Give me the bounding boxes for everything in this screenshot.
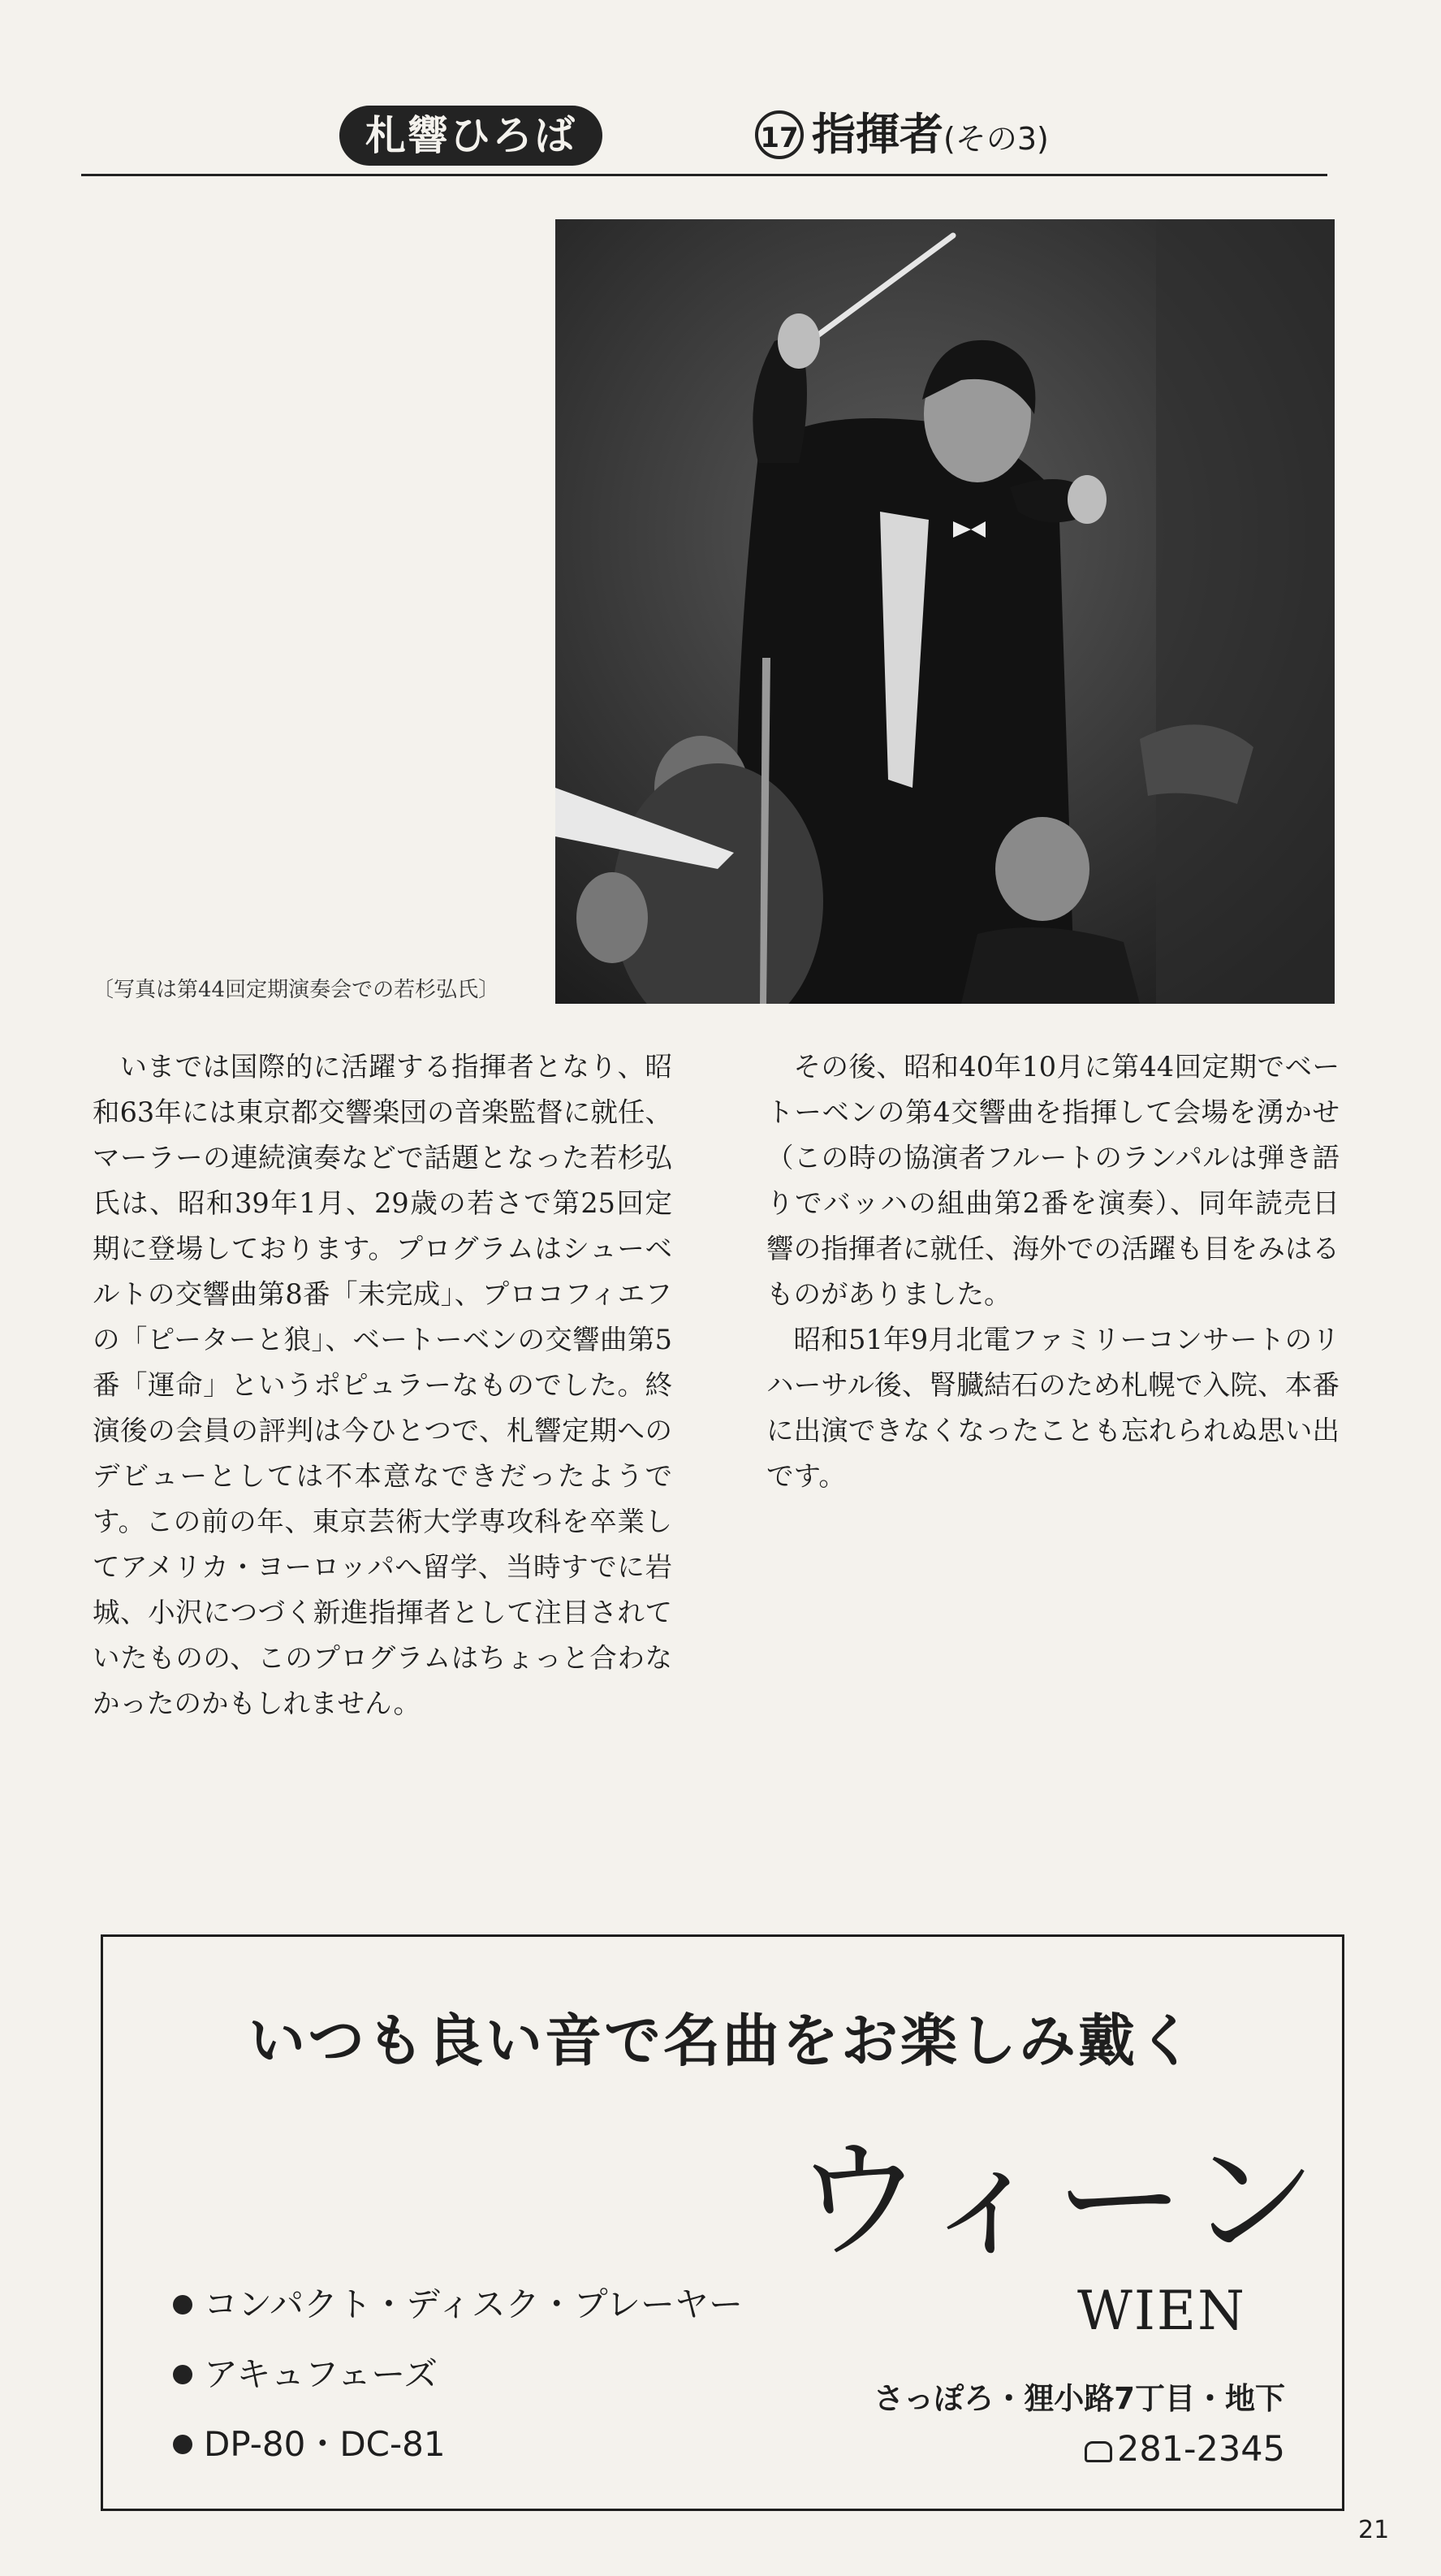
- article-paragraph: その後、昭和40年10月に第44回定期でベートーベンの第4交響曲を指揮して会場を湧かせ（この時の協演者フルートのランパルは弾き語りでバッハの組曲第2番を演奏）、同年読売日響の指揮者に就任、海外での活躍も目をみはるものがありました。: [766, 1051, 1340, 1310]
- phone-number: 281-2345: [1116, 2429, 1285, 2470]
- page-number: 21: [1358, 2516, 1390, 2544]
- ad-brand-roman: WIEN: [1077, 2280, 1246, 2342]
- article-paragraph: 昭和51年9月北電ファミリーコンサートのリハーサル後、腎臓結石のため札幌で入院、本番に出演できなくなったことも忘れられぬ思い出です。: [766, 1324, 1340, 1492]
- article-column-left: [93, 1044, 672, 1727]
- product-label: DP-80・DC-81: [204, 2424, 446, 2464]
- ad-slogan: いつも良い音で名曲をお楽しみ戴く: [248, 2008, 1197, 2074]
- bullet-icon: [173, 2365, 192, 2384]
- article-title: [812, 104, 1049, 170]
- article-paragraph: いまでは国際的に活躍する指揮者となり、昭和63年には東京都交響楽団の音楽監督に就任、マーラーの連続演奏などで話題となった若杉弘氏は、昭和39年1月、29歳の若さで第25回定期に登場しております。プログラムはシューベルトの交響曲第8番「未完成」、プロコフィエフの「ピーターと狼」、ベートーベンの交響曲第5番「運命」というポピュラーなものでした。終演後の会員の評判は今ひとつで、札響定期へのデビューとしては不本意なできだったようです。この前の年、東京芸術大学専攻科を卒業してアメリカ・ヨーロッパへ留学、当時すでに岩城、小沢につづく新進指揮者として注目されていたものの、このプログラムはちょっと合わなかったのかもしれません。: [93, 1051, 672, 1719]
- title-text: 指揮者: [812, 109, 943, 160]
- list-item: [173, 2410, 743, 2479]
- title-subtitle: (その3): [943, 121, 1049, 157]
- series-number: 17: [755, 110, 804, 159]
- bullet-icon: [173, 2295, 192, 2315]
- conductor-photo: [555, 219, 1335, 1004]
- photo-caption: 〔写真は第44回定期演奏会での若杉弘氏〕: [93, 978, 500, 1002]
- advertisement-box: [101, 1934, 1344, 2511]
- ad-address: さっぽろ・狸小路7丁目・地下: [874, 2381, 1285, 2416]
- series-badge: 札響ひろば: [339, 106, 602, 166]
- ad-phone: [874, 2424, 1285, 2474]
- article-column-right: [766, 1044, 1340, 1499]
- product-label: コンパクト・ディスク・プレーヤー: [204, 2284, 744, 2324]
- product-label: アキュフェーズ: [204, 2354, 438, 2394]
- list-item: [173, 2340, 743, 2410]
- ad-contact: [874, 2374, 1285, 2474]
- telephone-icon: [1085, 2441, 1112, 2462]
- ad-product-list: [173, 2270, 743, 2479]
- bullet-icon: [173, 2435, 192, 2454]
- list-item: [173, 2270, 743, 2340]
- ad-brand-name: ウィーン: [793, 2124, 1322, 2276]
- photo-illustration: [555, 219, 1335, 1004]
- article-header: [81, 96, 1327, 176]
